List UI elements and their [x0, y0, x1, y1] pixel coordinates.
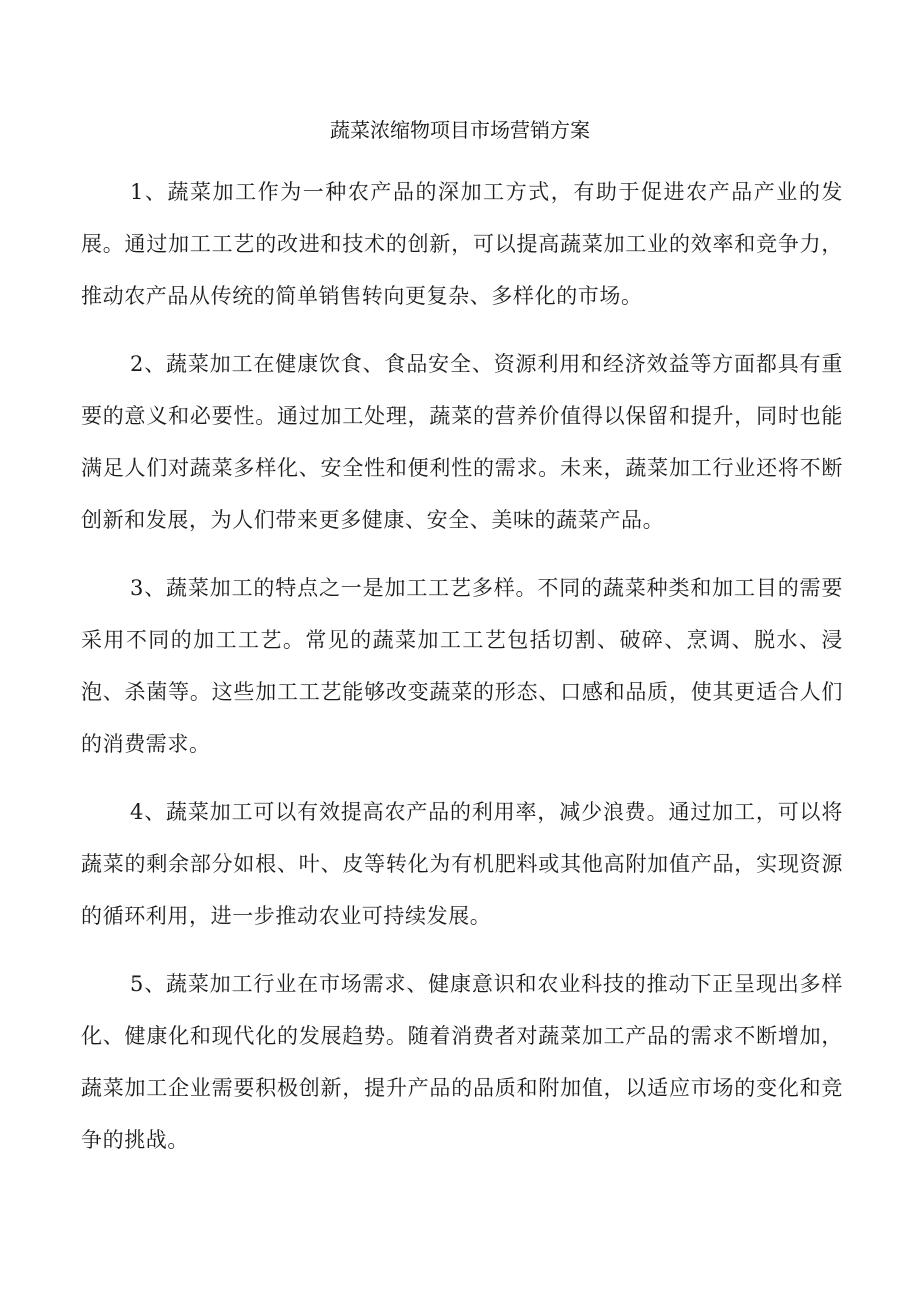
paragraph-1: 1、蔬菜加工作为一种农产品的深加工方式，有助于促进农产品产业的发展。通过加工工艺的改进和技术的创新，可以提高蔬菜加工业的效率和竞争力，推动农产品从传统的简单销售转向更复杂、多样化的市场。: [81, 180, 843, 308]
paragraph-5: 5、蔬菜加工行业在市场需求、健康意识和农业科技的推动下正呈现出多样化、健康化和现代化的发展趋势。随着消费者对蔬菜加工产品的需求不断增加，蔬菜加工企业需要积极创新，提升产品的品质和附加值，以适应市场的变化和竞争的挑战。: [81, 972, 843, 1152]
paragraph-2: 2、蔬菜加工在健康饮食、食品安全、资源利用和经济效益等方面都具有重要的意义和必要性。通过加工处理，蔬菜的营养价值得以保留和提升，同时也能满足人们对蔬菜多样化、安全性和便利性的需求。未来，蔬菜加工行业还将不断创新和发展，为人们带来更多健康、安全、美味的蔬菜产品。: [81, 352, 843, 532]
document-title: 蔬菜浓缩物项目市场营销方案: [330, 118, 590, 142]
paragraph-4: 4、蔬菜加工可以有效提高农产品的利用率，减少浪费。通过加工，可以将蔬菜的剩余部分如根、叶、皮等转化为有机肥料或其他高附加值产品，实现资源的循环利用，进一步推动农业可持续发展。: [81, 800, 843, 928]
paragraph-3: 3、蔬菜加工的特点之一是加工工艺多样。不同的蔬菜种类和加工目的需要采用不同的加工工艺。常见的蔬菜加工工艺包括切割、破碎、烹调、脱水、浸泡、杀菌等。这些加工工艺能够改变蔬菜的形态、口感和品质，使其更适合人们的消费需求。: [81, 576, 843, 756]
